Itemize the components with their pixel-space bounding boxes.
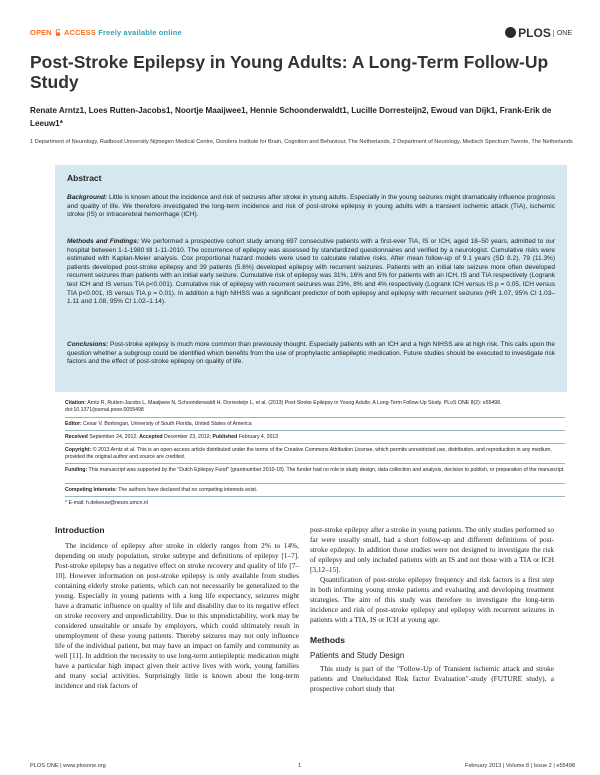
published-date: February 4, 2013 [238, 434, 279, 440]
methods-text: We performed a prospective cohort study among 697 consecutive patients with a first-ever TIA, IS or ICH, aged 18–50 years, admitted to our hospital between 1-1-1980 till 1-11-2010. The occurrence of epilepsy was assessed by standardized questionnaires and verified by a neurologist. Cumulative risks were estimated with Kaplan-Meier analysis. Cox proportional hazard models were used to calculate relative risks. After mean follow-up of 9.1 years (SD 8.2), 79 (11.3%) patients developed post-stroke epilepsy and 39 patients (5.6%) developed epilepsy with recurrent seizures. Patients with an initial late seizure more often developed recurrent seizures than patients with an initial early seizure. Cumulative risk of epilepsy was 31%, 16% and 5% for patients with an ICH, IS and TIA respectively (Logrank test ICH and IS versus TIA p<0.001). Cumulative risk of epilepsy with recurrent seizures was 23%, 8% and 4% respectively (Logrank ICH versus IS p = 0.05, ICH versus TIA p<0.001, IS versus TIA p = 0.01). In addition a high NIHSS was a significant predictor of both epilepsy and epilepsy with recurrent seizures (HR 1.07, 95% CI 1.03–1.11 and 1.08, 95% CI 1.02–1.14). [67, 238, 555, 306]
footer-page-number: 1 [298, 763, 302, 769]
open-lock-icon [55, 29, 61, 36]
introduction-paragraph: The incidence of epilepsy after stroke in elderly ranges from 2% to 14%, depending on study population, stroke subtype and definitions of epilepsy [1–7]. Post-stroke epilepsy has a negative effect on stroke recovery and quality of life [7–10]. However information on post-stroke epilepsy is only available from studies containing elderly stroke patients, which can not necessarily be generalized to the young. Especially in young patients with a long life expectancy, seizures might have a dramatic influence on quality of life and disability due to its negative effect on stroke recovery and unpredictability. Due to this unpredictability, work may be considered unsuitable or unsafe by employers, which could ultimately result in unemployment of these young patients. Thereby seizures may not only influence life of the individual patient, but may have an impact on family and community as well [11]. In addition the necessity to use long-term antiepileptic medication might have a particular high impact given their active lives with work, young families and many social activities. Surprisingly little is known about the long-term incidence and risk factors of [55, 541, 299, 690]
competing-label: Competing Interests: [65, 487, 117, 493]
meta-divider [65, 483, 565, 484]
dates [65, 434, 565, 441]
conclusions-text: Post-stroke epilepsy is much more common than previously thought. Especially patients with an ICH and a high NIHSS are at high risk. This calls upon the question whether a subgroup could be identified which benefits from the use of prophylactic antiepileptic medication. Future studies should be executed to investigate risk factors and the effect of post-stroke epilepsy on quality of life. [67, 341, 555, 366]
citation-label: Citation: [65, 400, 87, 406]
journal-brand: PLOS [518, 26, 551, 40]
editor-text: Cesar V. Borlongan, University of South Florida, United States of America [83, 421, 252, 427]
journal-logo [505, 26, 572, 40]
citation [65, 400, 565, 414]
competing-text: The authors have declared that no competing interests exist. [118, 487, 258, 493]
affiliations: 1 Department of Neurology, Radboud University Nijmegen Medical Centre, Donders Institute for Brain, Cognition and Behaviour, The Netherlands, 2 Department of Neurology, Medisch Spectrum Twente, The Netherlands [30, 139, 573, 145]
open-access-suffix: ACCESS [64, 28, 97, 37]
background-text: Little is known about the incidence and risk of seizures after stroke in young adults. Especially in the young seizures might dramatically influence prognosis and quality of life. We therefore investigated the long-term incidence and risk of post-stroke epilepsy in young adults with a transient ischemic attack (TIA), ischemic stroke (IS) or intracerebral hemorrhage (ICH). [67, 194, 556, 219]
editor-label: Editor: [65, 421, 82, 427]
meta-divider [65, 443, 565, 444]
abstract-heading: Abstract [67, 173, 102, 183]
study-design-paragraph: This study is part of the "Follow-Up of Transient ischemic attack and stroke patients and Unelucidated Risk factor Evaluation"-study (FUTURE study), a prospective cohort study that [310, 664, 554, 693]
plos-logo-icon [505, 27, 516, 38]
meta-divider [65, 430, 565, 431]
meta-divider [65, 417, 565, 418]
abstract-box [55, 165, 567, 392]
meta-divider [65, 463, 565, 464]
study-design-heading: Patients and Study Design [310, 651, 405, 660]
methods-label: Methods and Findings: [67, 238, 139, 245]
conclusions-label: Conclusions: [67, 341, 109, 348]
corresponding-email[interactable]: * E-mail: h.deleeuw@neuro.umcn.nl [65, 500, 148, 506]
copyright [65, 447, 565, 461]
editor [65, 421, 565, 428]
copyright-text: © 2013 Arntz et al. This is an open-access article distributed under the terms of the Creative Commons Attribution License, which permits unrestricted use, distribution, and reproduction in any medium, provided the original author and source are credited. [65, 447, 552, 461]
footer-issue: February 2013 | Volume 8 | Issue 2 | e55498 [464, 763, 575, 769]
introduction-heading: Introduction [55, 525, 105, 535]
abstract-conclusions [67, 341, 555, 367]
funding [65, 467, 565, 474]
background-label: Background: [67, 194, 108, 201]
competing-interests [65, 487, 565, 494]
meta-divider [65, 496, 565, 497]
abstract-background [67, 194, 555, 220]
right-paragraph-1: post-stroke epilepsy after a stroke in young patients. The only studies performed so far were usually small, had a short follow-up and different definitions of post-stroke epilepsy. In addition those studies were not designed to investigate the risk of epilepsy and only included patients with an IS and not those with a TIA or ICH [3,12–15]. [310, 525, 554, 574]
open-access-prefix: OPEN [30, 28, 52, 37]
citation-text: Arntz R, Rutten-Jacobs L, Maaijwee N, Schoonderwaldt H, Dorresteijn L, et al. (2013) Post-Stroke Epilepsy in Young Adults: A Long-Term Follow-Up Study. PLoS ONE 8(2): e55498. doi:10.1371/journal.pone.0055498 [65, 400, 502, 414]
copyright-label: Copyright: [65, 447, 92, 453]
received-label: Received [65, 434, 88, 440]
published-label: Published [212, 434, 238, 440]
footer-journal-url[interactable]: PLOS ONE | www.plosone.org [30, 763, 106, 769]
open-access-badge [30, 28, 182, 37]
received-date: September 24, 2012; [89, 434, 138, 440]
accepted-date: December 23, 2012; [163, 434, 211, 440]
freely-available-label: Freely available online [98, 28, 182, 37]
journal-sub: ONE [553, 30, 572, 37]
accepted-label: Accepted [139, 434, 163, 440]
author-list: Renate Arntz1, Loes Rutten-Jacobs1, Noortje Maaijwee1, Hennie Schoonderwaldt1, Lucille Dorresteijn2, Ewoud van Dijk1, Frank-Erik de Leeuw1* [30, 106, 552, 128]
abstract-methods [67, 238, 555, 307]
right-column [310, 525, 554, 694]
article-title: Post-Stroke Epilepsy in Young Adults: A Long-Term Follow-Up Study [30, 52, 549, 92]
left-column [55, 525, 299, 691]
methods-heading: Methods [310, 635, 345, 645]
right-paragraph-2: Quantification of post-stroke epilepsy frequency and risk factors is a first step in both informing young stroke patients and evaluating and developing treatment strategies. The aim of this study was therefore to investigate the long-term incidence and risk of post-stroke epilepsy and epilepsy with recurrent seizures in patients with a TIA, IS or ICH at young age. [310, 575, 554, 624]
funding-label: Funding: [65, 467, 88, 473]
funding-text: This manuscript was supported by the "Dutch Epilepsy Fund" (grantnumber 2010-18). The funder had no role in study design, data collection and analysis, decision to publish, or preparation of the manuscript. [88, 467, 565, 473]
top-bar [30, 26, 572, 44]
